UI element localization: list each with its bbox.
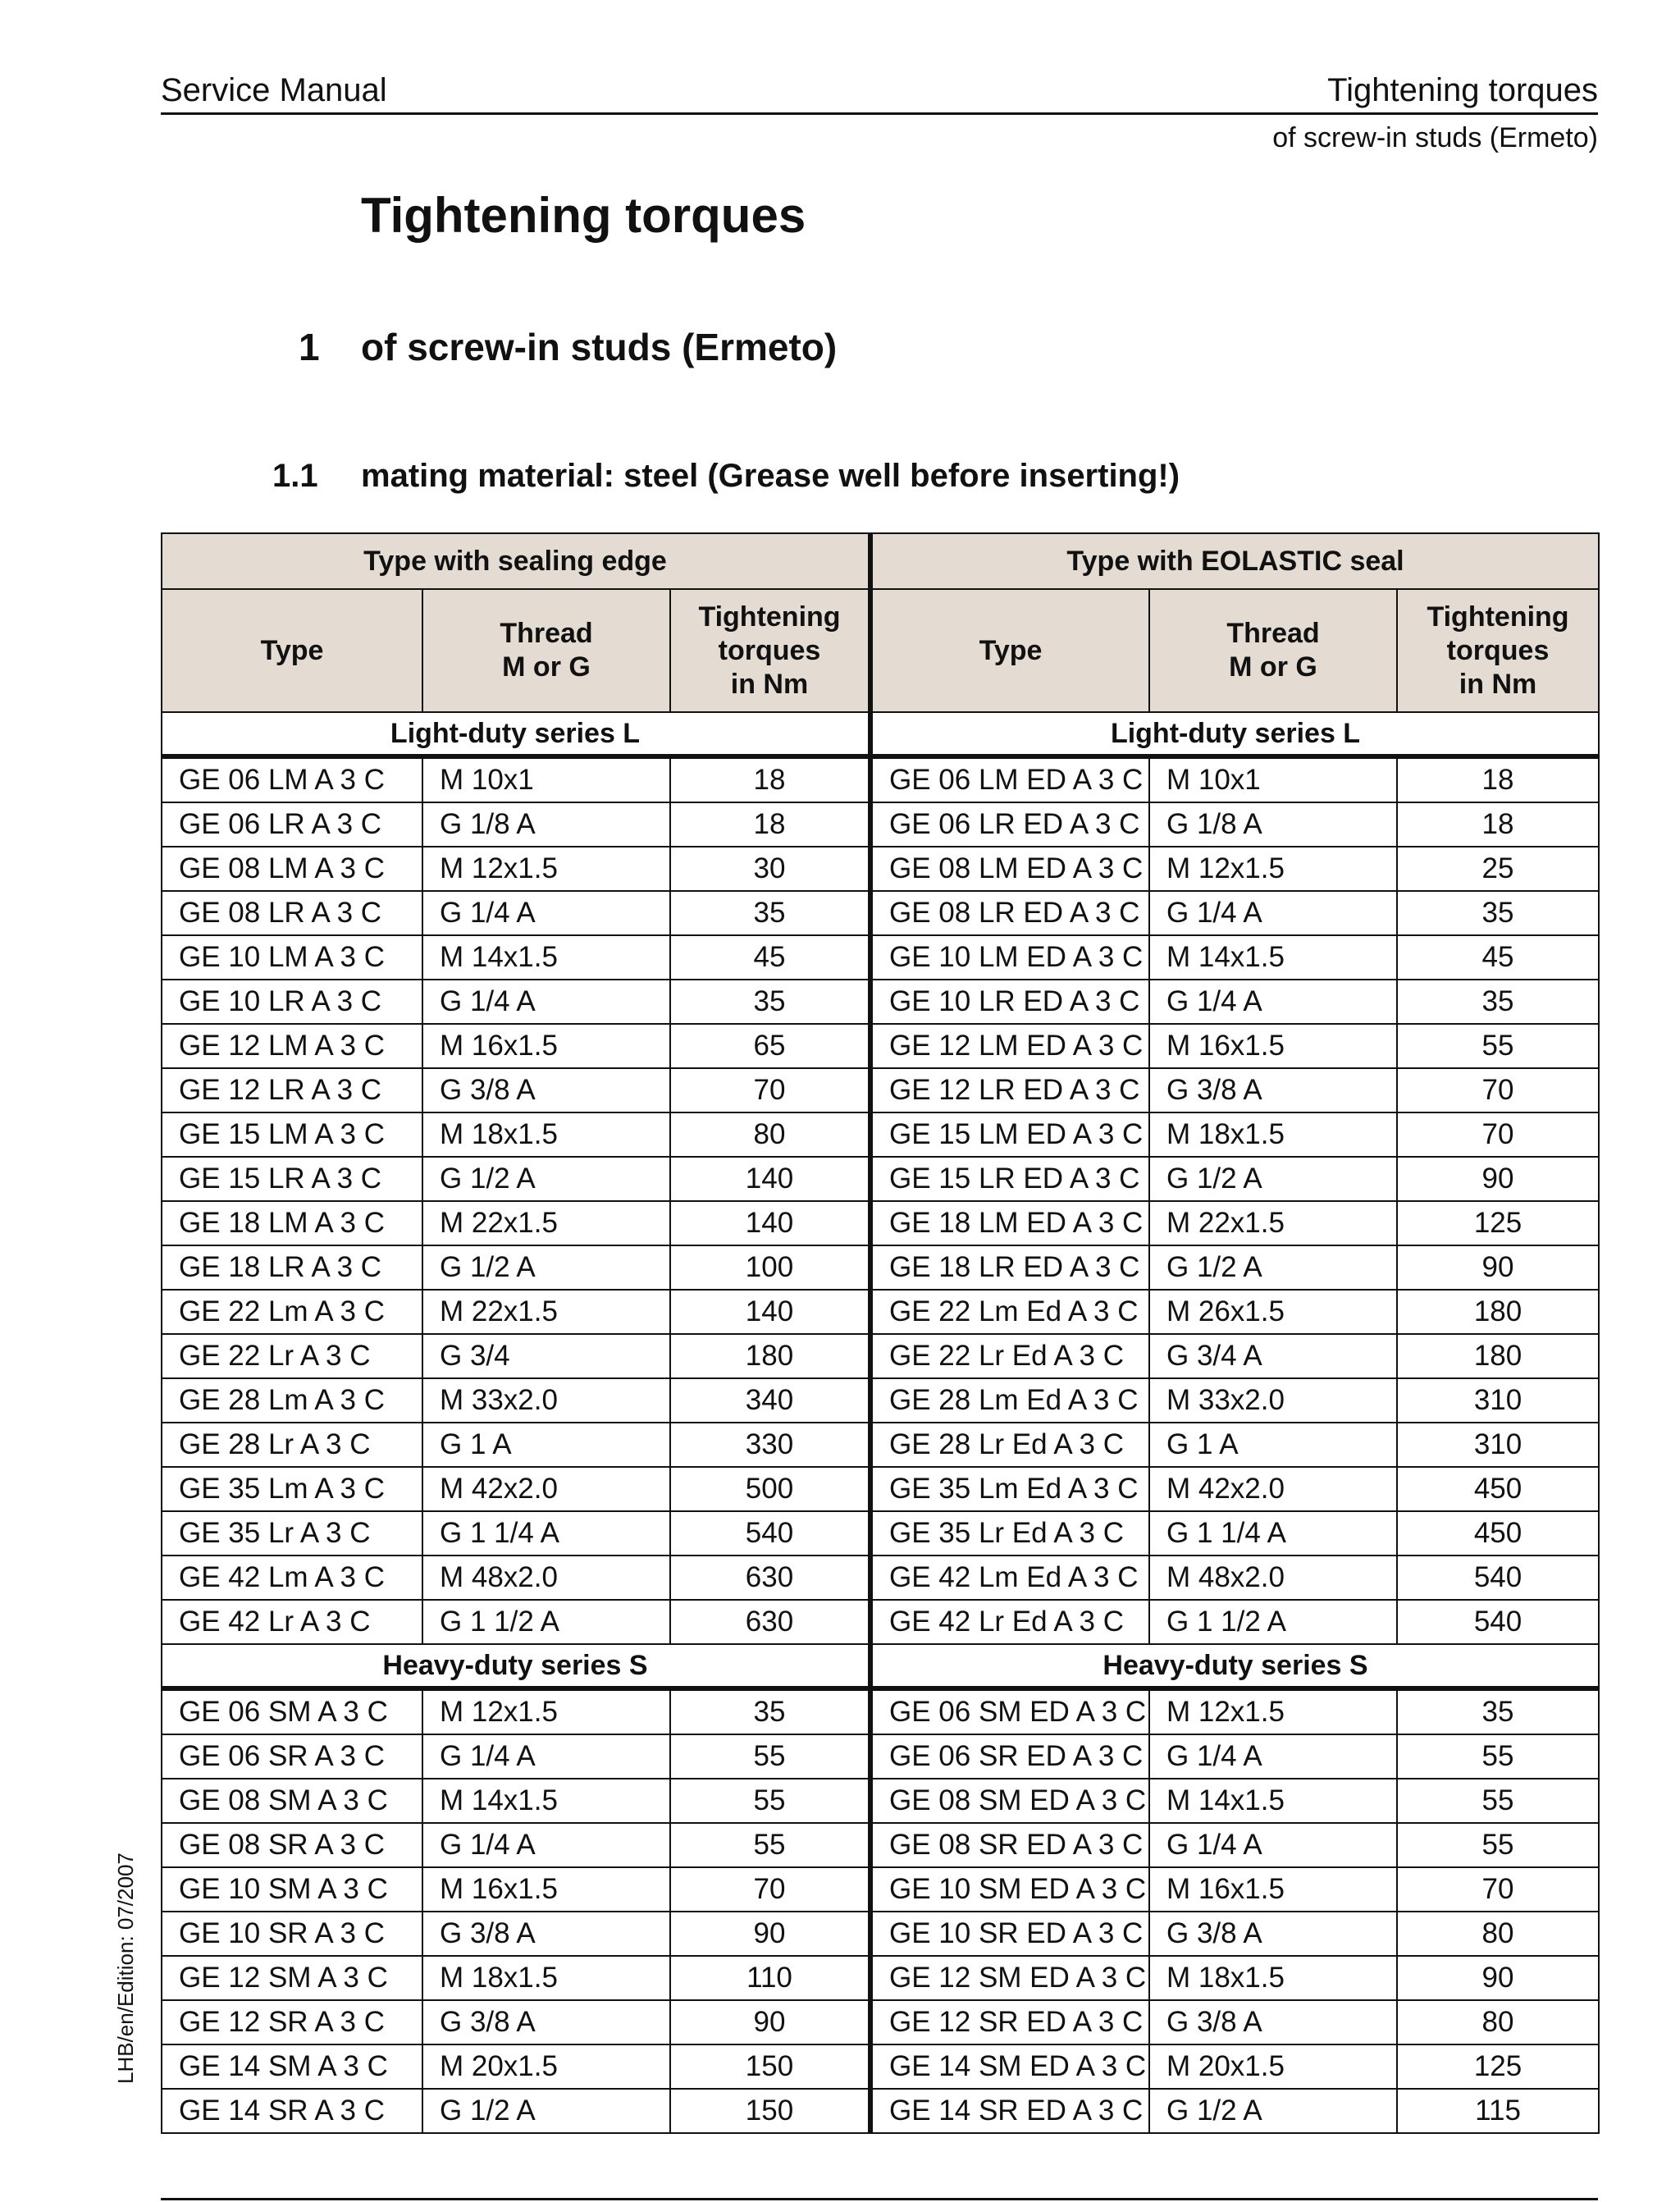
type-cell: GE 14 SM A 3 C [162,2044,422,2089]
type-cell: GE 12 LR ED A 3 C [870,1068,1149,1112]
thread-cell: G 1/2 A [1149,1157,1397,1201]
table-row [162,1068,1599,1112]
series-label: Heavy-duty series S [162,1644,870,1688]
torque-cell: 35 [1397,891,1599,935]
thread-cell: M 16x1.5 [422,1024,670,1068]
torque-cell: 80 [670,1112,870,1157]
type-cell: GE 08 LM A 3 C [162,847,422,891]
table-row [162,980,1599,1024]
torque-cell: 90 [1397,1245,1599,1290]
table-row [162,1334,1599,1378]
torque-cell: 25 [1397,847,1599,891]
torque-cell: 35 [1397,980,1599,1024]
thread-cell: M 22x1.5 [422,1201,670,1245]
table-row [162,1912,1599,1956]
torque-cell: 70 [1397,1068,1599,1112]
type-cell: GE 12 LM A 3 C [162,1024,422,1068]
torque-cell: 18 [1397,802,1599,847]
torque-cell: 90 [670,2000,870,2044]
type-cell: GE 18 LR ED A 3 C [870,1245,1149,1290]
torque-table [161,532,1600,2134]
thread-cell: G 3/8 A [1149,1068,1397,1112]
table-row [162,1688,1599,1734]
torque-cell: 630 [670,1600,870,1644]
torque-cell: 540 [1397,1600,1599,1644]
type-cell: GE 08 LM ED A 3 C [870,847,1149,891]
column-header-torque: Tightening torques in Nm [1397,589,1599,712]
type-cell: GE 06 LR ED A 3 C [870,802,1149,847]
type-cell: GE 06 SM A 3 C [162,1688,422,1734]
header-subtopic: of screw-in studs (Ermeto) [1272,122,1598,153]
torque-cell: 70 [670,1068,870,1112]
page-title: Tightening torques [361,188,806,243]
thread-cell: G 3/8 A [1149,1912,1397,1956]
type-cell: GE 42 Lm Ed A 3 C [870,1556,1149,1600]
thread-cell: M 14x1.5 [1149,1779,1397,1823]
thread-cell: G 1/4 A [1149,891,1397,935]
thread-cell: M 42x2.0 [1149,1467,1397,1511]
torque-cell: 55 [670,1823,870,1867]
thread-cell: M 14x1.5 [1149,935,1397,980]
column-header-thread: Thread M or G [422,589,670,712]
type-cell: GE 42 Lr A 3 C [162,1600,422,1644]
table-row [162,1823,1599,1867]
thread-cell: M 33x2.0 [422,1378,670,1423]
torque-cell: 180 [1397,1334,1599,1378]
type-cell: GE 15 LM A 3 C [162,1112,422,1157]
thread-cell: G 1/4 A [1149,1734,1397,1779]
table-row [162,935,1599,980]
thread-cell: M 48x2.0 [1149,1556,1397,1600]
type-cell: GE 22 Lr Ed A 3 C [870,1334,1149,1378]
torque-cell: 340 [670,1378,870,1423]
thread-cell: M 26x1.5 [1149,1290,1397,1334]
type-cell: GE 08 SM ED A 3 C [870,1779,1149,1823]
type-cell: GE 08 SR A 3 C [162,1823,422,1867]
type-cell: GE 35 Lm Ed A 3 C [870,1467,1149,1511]
series-label: Light-duty series L [162,712,870,756]
thread-cell: G 1/2 A [422,1245,670,1290]
table-row [162,891,1599,935]
thread-cell: G 1 1/4 A [422,1511,670,1556]
table-row [162,1956,1599,2000]
thread-cell: G 1 A [1149,1423,1397,1467]
table-row [162,1511,1599,1556]
thread-cell: M 22x1.5 [1149,1201,1397,1245]
thread-cell: M 14x1.5 [422,1779,670,1823]
thread-cell: G 1/4 A [422,1734,670,1779]
table-row [162,756,1599,802]
type-cell: GE 10 LR ED A 3 C [870,980,1149,1024]
torque-cell: 45 [670,935,870,980]
thread-cell: G 3/4 [422,1334,670,1378]
torque-cell: 35 [670,980,870,1024]
torque-cell: 18 [1397,756,1599,802]
thread-cell: M 22x1.5 [422,1290,670,1334]
torque-cell: 90 [670,1912,870,1956]
torque-cell: 150 [670,2044,870,2089]
torque-cell: 55 [1397,1823,1599,1867]
section-1-number: 1 [299,326,320,368]
thread-cell: G 3/8 A [1149,2000,1397,2044]
type-cell: GE 10 SR ED A 3 C [870,1912,1149,1956]
thread-cell: G 1/4 A [422,1823,670,1867]
thread-cell: G 3/8 A [422,1912,670,1956]
thread-cell: G 1 A [422,1423,670,1467]
type-cell: GE 10 SR A 3 C [162,1912,422,1956]
table-row [162,1157,1599,1201]
type-cell: GE 06 SR A 3 C [162,1734,422,1779]
type-cell: GE 10 LR A 3 C [162,980,422,1024]
torque-cell: 150 [670,2089,870,2133]
torque-cell: 140 [670,1157,870,1201]
thread-cell: G 1/8 A [422,802,670,847]
thread-cell: M 48x2.0 [422,1556,670,1600]
type-cell: GE 12 SR A 3 C [162,2000,422,2044]
torque-cell: 70 [670,1867,870,1912]
type-cell: GE 10 SM A 3 C [162,1867,422,1912]
type-cell: GE 35 Lr A 3 C [162,1511,422,1556]
thread-cell: G 3/8 A [422,1068,670,1112]
type-cell: GE 18 LM A 3 C [162,1201,422,1245]
torque-cell: 70 [1397,1867,1599,1912]
series-label: Light-duty series L [870,712,1599,756]
torque-cell: 55 [1397,1024,1599,1068]
torque-cell: 140 [670,1290,870,1334]
type-cell: GE 18 LR A 3 C [162,1245,422,1290]
table-row [162,1423,1599,1467]
group-header-eolastic-seal: Type with EOLASTIC seal [870,533,1599,589]
type-cell: GE 08 SM A 3 C [162,1779,422,1823]
thread-cell: M 20x1.5 [1149,2044,1397,2089]
thread-cell: M 14x1.5 [422,935,670,980]
header-topic: Tightening torques [1327,72,1598,108]
thread-cell: G 1/2 A [1149,2089,1397,2133]
thread-cell: M 12x1.5 [1149,847,1397,891]
torque-cell: 45 [1397,935,1599,980]
type-cell: GE 28 Lr Ed A 3 C [870,1423,1149,1467]
type-cell: GE 06 SR ED A 3 C [870,1734,1149,1779]
series-label: Heavy-duty series S [870,1644,1599,1688]
table-row [162,1734,1599,1779]
thread-cell: G 1/4 A [422,891,670,935]
torque-cell: 540 [670,1511,870,1556]
thread-cell: M 16x1.5 [1149,1024,1397,1068]
thread-cell: G 1 1/2 A [1149,1600,1397,1644]
header-divider [161,112,1598,115]
type-cell: GE 06 LM ED A 3 C [870,756,1149,802]
torque-cell: 630 [670,1556,870,1600]
column-header-thread: Thread M or G [1149,589,1397,712]
section-1-1-title: mating material: steel (Grease well before inserting!) [361,458,1180,494]
torque-cell: 330 [670,1423,870,1467]
type-cell: GE 12 SR ED A 3 C [870,2000,1149,2044]
thread-cell: M 16x1.5 [1149,1867,1397,1912]
torque-cell: 35 [670,1688,870,1734]
type-cell: GE 18 LM ED A 3 C [870,1201,1149,1245]
table-row [162,1112,1599,1157]
type-cell: GE 35 Lm A 3 C [162,1467,422,1511]
torque-cell: 310 [1397,1423,1599,1467]
header-manual-title: Service Manual [161,72,387,108]
thread-cell: M 18x1.5 [422,1956,670,2000]
type-cell: GE 22 Lr A 3 C [162,1334,422,1378]
group-header-sealing-edge: Type with sealing edge [162,533,870,589]
edition-note: LHB/en/Edition: 07/2007 [113,1853,138,2084]
thread-cell: M 18x1.5 [422,1112,670,1157]
thread-cell: G 1/2 A [422,2089,670,2133]
torque-cell: 310 [1397,1378,1599,1423]
table-row [162,1556,1599,1600]
torque-cell: 35 [1397,1688,1599,1734]
table-row [162,1867,1599,1912]
torque-cell: 125 [1397,1201,1599,1245]
column-header-type: Type [870,589,1149,712]
type-cell: GE 35 Lr Ed A 3 C [870,1511,1149,1556]
torque-cell: 55 [1397,1779,1599,1823]
type-cell: GE 10 LM A 3 C [162,935,422,980]
thread-cell: M 18x1.5 [1149,1112,1397,1157]
torque-cell: 540 [1397,1556,1599,1600]
type-cell: GE 12 SM ED A 3 C [870,1956,1149,2000]
torque-cell: 180 [670,1334,870,1378]
thread-cell: M 16x1.5 [422,1867,670,1912]
footer-divider [161,2198,1598,2200]
column-header-type: Type [162,589,422,712]
type-cell: GE 28 Lm Ed A 3 C [870,1378,1149,1423]
type-cell: GE 42 Lm A 3 C [162,1556,422,1600]
torque-cell: 90 [1397,1157,1599,1201]
type-cell: GE 12 LR A 3 C [162,1068,422,1112]
torque-cell: 65 [670,1024,870,1068]
type-cell: GE 42 Lr Ed A 3 C [870,1600,1149,1644]
torque-cell: 110 [670,1956,870,2000]
torque-cell: 125 [1397,2044,1599,2089]
type-cell: GE 12 SM A 3 C [162,1956,422,2000]
torque-cell: 70 [1397,1112,1599,1157]
torque-cell: 100 [670,1245,870,1290]
section-1-1-number: 1.1 [272,458,318,494]
torque-cell: 80 [1397,2000,1599,2044]
type-cell: GE 15 LR ED A 3 C [870,1157,1149,1201]
type-cell: GE 14 SR A 3 C [162,2089,422,2133]
thread-cell: G 3/8 A [422,2000,670,2044]
thread-cell: M 33x2.0 [1149,1378,1397,1423]
series-header-row [162,1644,1599,1688]
thread-cell: M 12x1.5 [1149,1688,1397,1734]
table-row [162,1378,1599,1423]
type-cell: GE 12 LM ED A 3 C [870,1024,1149,1068]
torque-cell: 115 [1397,2089,1599,2133]
column-header-torque: Tightening torques in Nm [670,589,870,712]
table-row [162,1290,1599,1334]
type-cell: GE 22 Lm A 3 C [162,1290,422,1334]
thread-cell: M 42x2.0 [422,1467,670,1511]
table-row [162,802,1599,847]
table-row [162,2089,1599,2133]
table-row [162,1600,1599,1644]
table-row [162,1024,1599,1068]
thread-cell: M 12x1.5 [422,1688,670,1734]
torque-cell: 450 [1397,1511,1599,1556]
table-row [162,1245,1599,1290]
torque-cell: 55 [1397,1734,1599,1779]
type-cell: GE 10 SM ED A 3 C [870,1867,1149,1912]
torque-cell: 18 [670,802,870,847]
torque-cell: 55 [670,1734,870,1779]
table-row [162,2000,1599,2044]
torque-cell: 140 [670,1201,870,1245]
torque-cell: 35 [670,891,870,935]
torque-cell: 180 [1397,1290,1599,1334]
torque-cell: 500 [670,1467,870,1511]
type-cell: GE 14 SM ED A 3 C [870,2044,1149,2089]
table-row [162,2044,1599,2089]
type-cell: GE 06 LR A 3 C [162,802,422,847]
thread-cell: M 20x1.5 [422,2044,670,2089]
torque-cell: 80 [1397,1912,1599,1956]
type-cell: GE 08 LR A 3 C [162,891,422,935]
type-cell: GE 15 LM ED A 3 C [870,1112,1149,1157]
torque-cell: 18 [670,756,870,802]
thread-cell: G 3/4 A [1149,1334,1397,1378]
torque-cell: 450 [1397,1467,1599,1511]
type-cell: GE 14 SR ED A 3 C [870,2089,1149,2133]
table-row [162,1201,1599,1245]
table-row [162,1467,1599,1511]
thread-cell: G 1/2 A [1149,1245,1397,1290]
thread-cell: M 10x1 [1149,756,1397,802]
thread-cell: G 1/2 A [422,1157,670,1201]
type-cell: GE 22 Lm Ed A 3 C [870,1290,1149,1334]
torque-cell: 55 [670,1779,870,1823]
thread-cell: G 1 1/4 A [1149,1511,1397,1556]
thread-cell: M 12x1.5 [422,847,670,891]
thread-cell: G 1 1/2 A [422,1600,670,1644]
section-1-title: of screw-in studs (Ermeto) [361,326,838,368]
type-cell: GE 28 Lr A 3 C [162,1423,422,1467]
table-row [162,1779,1599,1823]
type-cell: GE 06 SM ED A 3 C [870,1688,1149,1734]
table-row [162,847,1599,891]
thread-cell: G 1/4 A [422,980,670,1024]
type-cell: GE 15 LR A 3 C [162,1157,422,1201]
type-cell: GE 06 LM A 3 C [162,756,422,802]
series-header-row [162,712,1599,756]
torque-cell: 90 [1397,1956,1599,2000]
thread-cell: M 10x1 [422,756,670,802]
type-cell: GE 10 LM ED A 3 C [870,935,1149,980]
thread-cell: G 1/4 A [1149,980,1397,1024]
type-cell: GE 28 Lm A 3 C [162,1378,422,1423]
torque-cell: 30 [670,847,870,891]
thread-cell: G 1/4 A [1149,1823,1397,1867]
thread-cell: G 1/8 A [1149,802,1397,847]
type-cell: GE 08 LR ED A 3 C [870,891,1149,935]
thread-cell: M 18x1.5 [1149,1956,1397,2000]
type-cell: GE 08 SR ED A 3 C [870,1823,1149,1867]
